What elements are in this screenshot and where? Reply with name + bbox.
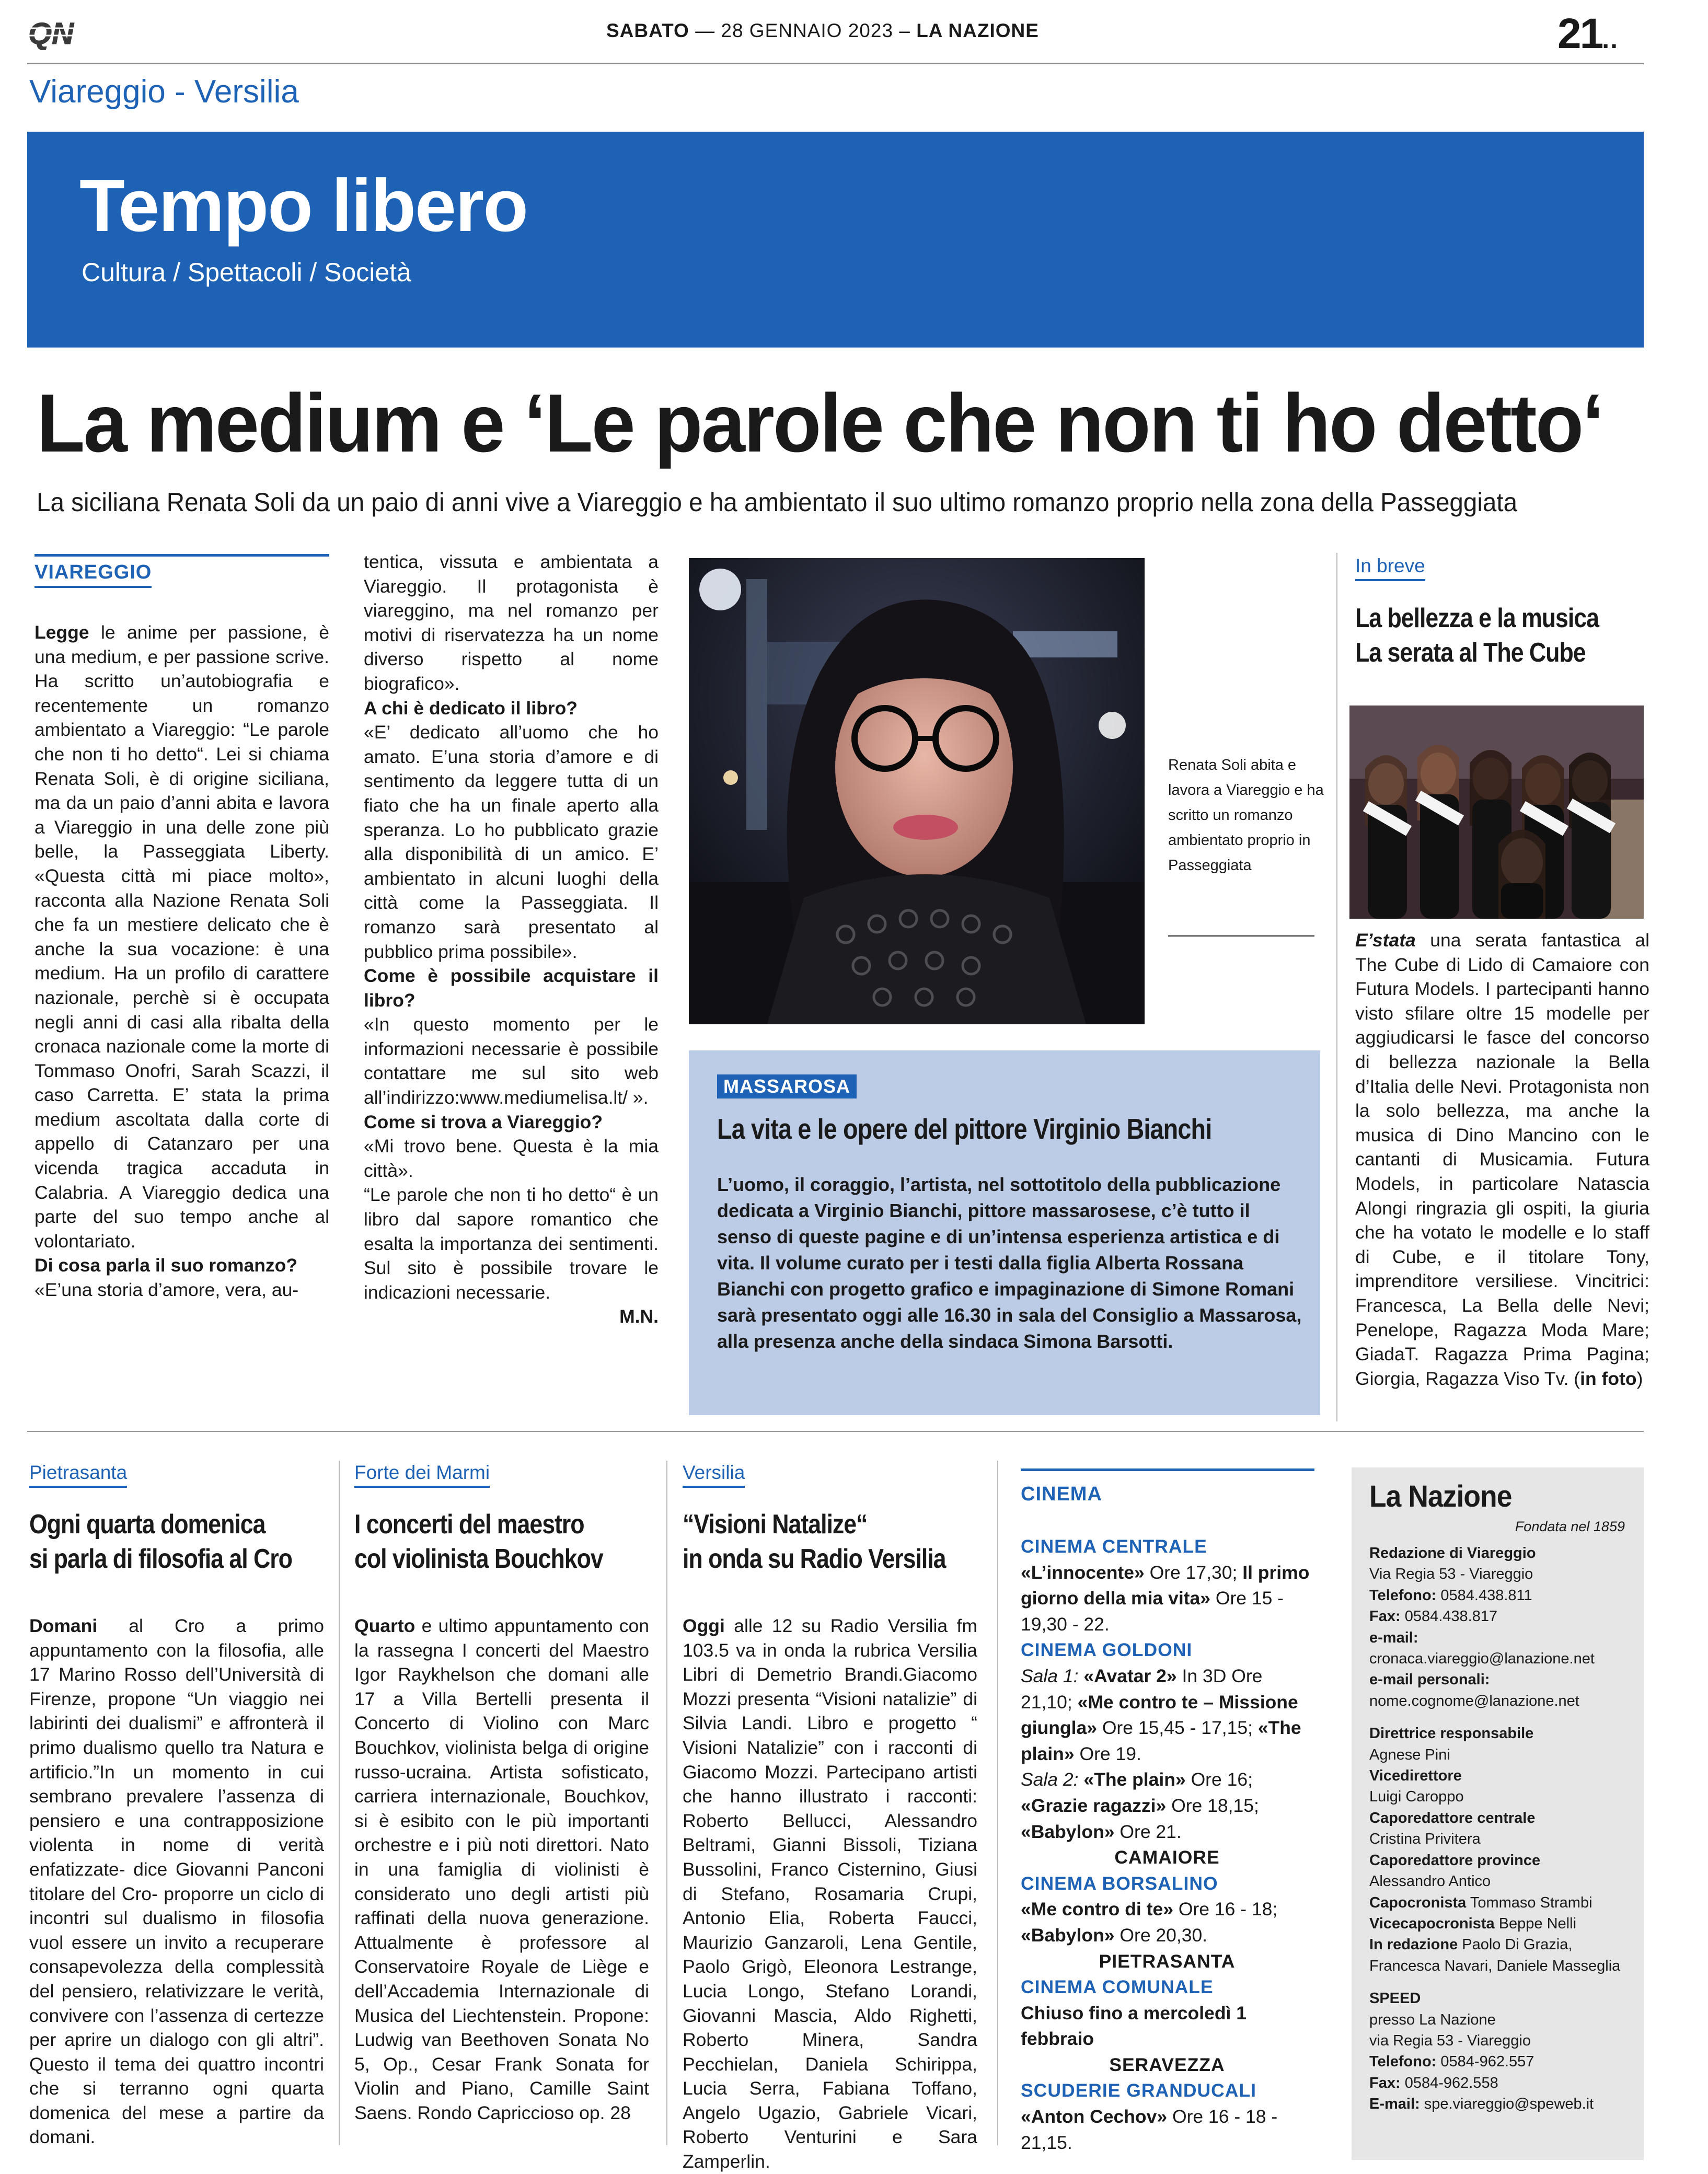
page-number: 21.. [1557,10,1619,57]
film-title: «L’innocente» [1021,1562,1145,1583]
photo-caption: Renata Soli abita e lavora a Viareggio e ha scritto un romanzo ambientato proprio in Passeggiata [1168,757,1324,874]
email-link[interactable]: cronaca.viareggio@lanazione.net [1369,1650,1595,1668]
woman-portrait-image [689,558,1145,1024]
models-photo [1349,706,1644,919]
massarosa-body: L’uomo, il coraggio, l’artista, nel sottotitolo della pubblicazione dedicata a Virginio Bianchi, pittore massarosese, c’è tutto il senso di queste pagine e di un’intensa esperienza artistica e di vita. Il volume curato per i testi dalla figlia Alberta Rossana Bianchi con progetto grafico e impaginazione di Simone Romani sarà presentato oggi alle 16.30 in sala del Consiglio a Massarosa, alla presenza anche della sindaca Simona Barsotti. [717,1174,1302,1352]
email-link[interactable]: spe.viareggio@speweb.it [1420,2096,1594,2113]
film-title: «Me contro di te» [1021,1899,1173,1920]
cinema-listings: CINEMA CENTRALE «L’innocente» Ore 17,30; Il primo giorno della mia vita» Ore 15 - 19,30 - 22. CINEMA GOLDONI Sala 1: «Avatar 2» In 3D Ore 21,10; «Me contro te – Missione giungla» Ore 15,45 - 17,15; «The plain» Ore 19. Sala 2: «The plain» Ore 16; «Grazie ragazzi» Ore 18,15; «Babylon» Ore 21. CAMAIORE CINEMA BORSALINO «Me contro di te» Ore 16 - 18; «Babylon» Ore 20,30. PIETRASANTA CINEMA COMUNALE Chiuso fino a mercoledì 1 febbraio SERAVEZZA SCUDERIE GRANDUCALI «Anton Cechov» Ore 16 - 18 - 21,15. [1021,1534,1313,2156]
dateline [606,20,1039,42]
film-title: «Babylon» [1021,1821,1115,1842]
svg-text:QN: QN [28,17,74,51]
lead-word: L’uomo [717,1174,784,1195]
dateline-paper: LA NAZIONE [916,20,1039,41]
film-title: «The plain» [1021,1717,1301,1764]
film-title: «The plain» [1083,1769,1186,1790]
lead-word: E’stata [1355,930,1416,951]
versilia-label: Versilia [683,1462,745,1488]
cinema-name: CINEMA GOLDONI [1021,1639,1193,1661]
bottom-section-rule [27,1431,1644,1432]
massarosa-headline: La vita e le opere del pittore Virginio Bianchi [717,1113,1212,1145]
lead-word: Quarto [354,1615,416,1636]
cinema-name: CINEMA CENTRALE [1021,1536,1207,1557]
town-name: PIETRASANTA [1099,1950,1236,1972]
beauty-contest-image [1349,706,1644,919]
portrait-photo [689,558,1145,1024]
cinema-note: Chiuso fino a mercoledì 1 febbraio [1021,2002,1247,2050]
question: Come è possibile acquistare il libro? [364,965,659,1011]
pietrasanta-label: Pietrasanta [29,1462,127,1488]
masthead-box [1352,1467,1644,2160]
lead-word: Domani [29,1615,98,1636]
film-title: Il primo giorno della mia vita» [1021,1562,1310,1609]
town-name: SERAVEZZA [1109,2054,1225,2075]
column-divider [1336,553,1337,1421]
film-title: «Avatar 2» [1083,1665,1177,1686]
massarosa-kicker: MASSAROSA [717,1074,857,1098]
in-breve-headline: La bellezza e la musica La serata al The Cube [1355,603,1599,668]
section-title: Viareggio - Versilia [29,74,299,110]
masthead-founded: Fondata nel 1859 [1515,1519,1625,1534]
pietrasanta-body: Domani al Cro a primo appuntamento con la filosofia, alle 17 Marino Rosso dell’Università di Firenze, propone “Un viaggio nei labirinti dei dualismi” e affronterà il primo dualismo quello tra Natura e artificio.”In un momento in cui sembrano prevalere l’assenza di pensiero e una contrapposizione violenta in nome di verità enfatizzate- dice Giovanni Panconi titolare del Cro- proporre un ciclo di incontri sul dualismo in filosofia vuol essere un invito a recuperare consapevolezza della complessità del pensiero, relativizzare le verità, convivere con l’assenza di certezze per aprire un dialogo con gli altri”. Questo il tema dei quattro incontri che si terranno ogni quarta domenica del mese a partire da domani. [29,1615,324,2148]
film-title: «Anton Cechov» [1021,2106,1168,2127]
versilia-body: Oggi alle 12 su Radio Versilia fm 103.5 va in onda la rubrica Versilia Libri di Demetrio Brandi.Giacomo Mozzi presenta “Visioni natalizie” di Silvia Landi. Libro e progetto “ Visioni Natalizie” con i racconti di Giacomo Mozzi. Partecipano artisti che hanno illustrato i racconti: Roberto Bellucci, Alessandro Beltrami, Gianni Bissoli, Tiziana Bussolini, Franco Cisternino, Giusi di Stefano, Rosamaria Crupi, Antonio Elia, Roberta Faucci, Maurizio Ganzaroli, Lena Gentile, Paolo Grigò, Eleonora Lestrange, Lucia Longo, Stefano Lorandi, Giovanni Mascia, Aldo Righetti, Roberto Minera, Sandra Pecchielan, Daniela Schirippa, Lucia Serra, Fabiana Toffano, Angelo Ugazio, Gabriele Vicari, Roberto Venturini e Sara Zamperlin. [683,1615,977,2172]
lead-word: Oggi [683,1615,725,1636]
section-banner [27,132,1644,348]
masthead-details: Redazione di Viareggio Via Regia 53 - Viareggio Telefono: 0584.438.811 Fax: 0584.438.817 e-mail: cronaca.viareggio@lanazione.net e-mail personali: nome.cognome@lanazione.net Direttrice responsabile Agnese Pini Vicedirettore Luigi Caroppo Caporedattore centrale Cristina Privitera Caporedattore province Alessandro Antico Capocronista Tommaso Strambi Vicecapocronista Beppe Nelli In redazione Paolo Di Grazia, Francesca Navari, Daniele Masseglia SPEED presso La Nazione via Regia 53 - Viareggio Telefono: 0584-962.557 Fax: 0584-962.558 E-mail: spe.viareggio@speweb.it [1369,1543,1631,2115]
film-title: «Babylon» [1021,1924,1115,1946]
cinema-name: CINEMA COMUNALE [1021,1976,1214,1998]
main-subhead: La siciliana Renata Soli da un paio di anni vive a Viareggio e ha ambientato il suo ultimo romanzo proprio nella zona della Passeggiata [37,488,1518,517]
cinema-name: CINEMA BORSALINO [1021,1872,1218,1894]
column-divider [666,1461,667,2145]
column-divider [997,1461,998,2145]
massarosa-box [689,1050,1320,1415]
question: Di cosa parla il suo romanzo? [34,1255,298,1276]
lead-word: Legge [34,622,89,643]
author-signature: M.N. [619,1306,659,1327]
forte-headline: I concerti del maestro col violinista Bouchkov [354,1509,603,1574]
kicker-rule [34,554,329,557]
newspaper-logo [27,18,95,49]
main-headline: La medium e ‘Le parole che non ti ho detto‘ [37,377,1603,469]
in-breve-body: E’stata una serata fantastica al The Cube di Lido di Camaiore con Futura Models. I partecipanti hanno visto sfilare oltre 15 modelle per aggiudicarsi le fasce del concorso di bellezza nazionale la Bella d’Italia delle Nevi. Protagonista non la solo bellezza, ma anche la musica di Dino Mancino con le cantanti di Musicamia. Futura Models, in particolare Natascia Alongi ringrazia gli ospiti, la giuria che ha votato le modelle e lo staff di Cube, e il titolare Tony, imprenditore versiliese. Vincitrici: Francesca, La Bella delle Nevi; Penelope, Ragazza Moda Mare; GiadaT. Ragazza Prima Pagina; Giorgia, Ragazza Viso Tv. (in foto) [1355,930,1649,1389]
cinema-rule [1021,1468,1314,1471]
cinema-name: SCUDERIE GRANDUCALI [1021,2080,1256,2101]
forte-body: Quarto e ultimo appuntamento con la rassegna I concerti del Maestro Igor Raykhelson che domani alle 17 a Villa Bertelli presenta il Concerto di Violino con Marc Bouchkov, violinista belga di origine russo-ucraina. Artista sofisticato, carriera internazionale, Bouchkov, si è esibito con le più importanti orchestre e i più noti direttori. Nato in una famiglia di violinisti è considerato uno degli artisti più raffinati della nuova generazione. Attualmente è professore al Conservatoire Royale de Liège e dell’Accademia Internazionale di Musica del Liechtenstein. Propone: Ludwig van Beethoven Sonata No 5, Op., Cesar Frank Sonata for Violin and Piano, Camille Saint Saens. Rondo Capriccioso op. 28 [354,1615,649,2123]
film-title: «Me contro te – Missione giungla» [1021,1691,1298,1739]
forte-label: Forte dei Marmi [354,1462,490,1488]
masthead-title: La Nazione [1369,1479,1512,1513]
dateline-day: SABATO [606,20,689,41]
caption-rule [1168,935,1314,936]
town-name: CAMAIORE [1114,1847,1220,1868]
question: A chi è dedicato il libro? [364,697,578,719]
dateline-date: — 28 GENNAIO 2023 – [695,20,910,41]
banner-title: Tempo libero [79,164,527,247]
header-rule [27,63,1644,64]
question: Come si trova a Viareggio? [364,1111,603,1132]
main-article-col1: Legge le anime per passione, è una medium, e per passione scrive. Ha scritto un’autobiografia e recentemente un romanzo ambientato a Viareggio: “Le parole che non ti ho detto“. Lei si chiama Renata Soli, è di origine siciliana, ma da un paio d’anni abita e lavora a Viareggio in una delle zone più belle, la Passeggiata Liberty. «Questa città mi piace molto», racconta alla Nazione Renata Soli che fa un mestiere delicato che è anche la sua vocazione: è una medium. Ha un profilo di carattere nazionale, perchè si è occupata negli anni di casi alla ribalta della cronaca nazionale come la morte di Tommaso Onofri, Sarah Scazzi, il caso Carretta. E’ stata la prima medium ascoltata dalla corte di appello di Catanzaro per una vicenda tragica accaduta in Calabria. A Viareggio dedica una parte del suo tempo anche al volontariato. Di cosa parla il suo romanzo? «E’una storia d’amore, vera, au- [34,622,329,1301]
pietrasanta-headline: Ogni quarta domenica si parla di filosofia al Cro [29,1509,292,1574]
qn-logo-icon [27,18,95,49]
in-foto-label: in foto [1580,1368,1637,1389]
versilia-headline: “Visioni Natalize“ in onda su Radio Versilia [683,1509,946,1574]
main-article-col2: tentica, vissuta e ambientata a Viareggio. Il protagonista è viareggino, ma nel romanzo per motivi di riservatezza ha un nome diverso rispetto al nome biografico». A chi è dedicato il libro? «E’ dedicato all’uomo che ho amato. E’una storia d’amore e di sentimento da leggere tutta di un fiato che ha un finale aperto alla speranza. Lo ho pubblicato grazie alla disponibilità di un amico. E’ ambientato in alcuni luoghi della città come la Passeggiata. Il romanzo sarà presentato al pubblico prima possibile». Come è possibile acquistare il libro? «In questo momento per le informazioni necessarie è possibile contattare me sul sito web all’indirizzo:www.mediumelisa.lt/ ». Come si trova a Viareggio? «Mi trovo bene. Questa è la mia città». “Le parole che non ti ho detto“ è un libro dal sapore romantico che esalta la importanza dei sentimenti. Sul sito è possibile trovare le indicazioni necessarie. M.N. [364,550,659,1329]
main-kicker: VIAREGGIO [34,561,152,588]
cinema-title: CINEMA [1021,1483,1102,1505]
column-divider [339,1461,340,2145]
in-breve-label: In breve [1355,555,1425,581]
film-title: «Grazie ragazzi» [1021,1795,1167,1816]
banner-subtitle: Cultura / Spettacoli / Società [82,258,411,287]
email-link[interactable]: nome.cognome@lanazione.net [1369,1692,1579,1709]
